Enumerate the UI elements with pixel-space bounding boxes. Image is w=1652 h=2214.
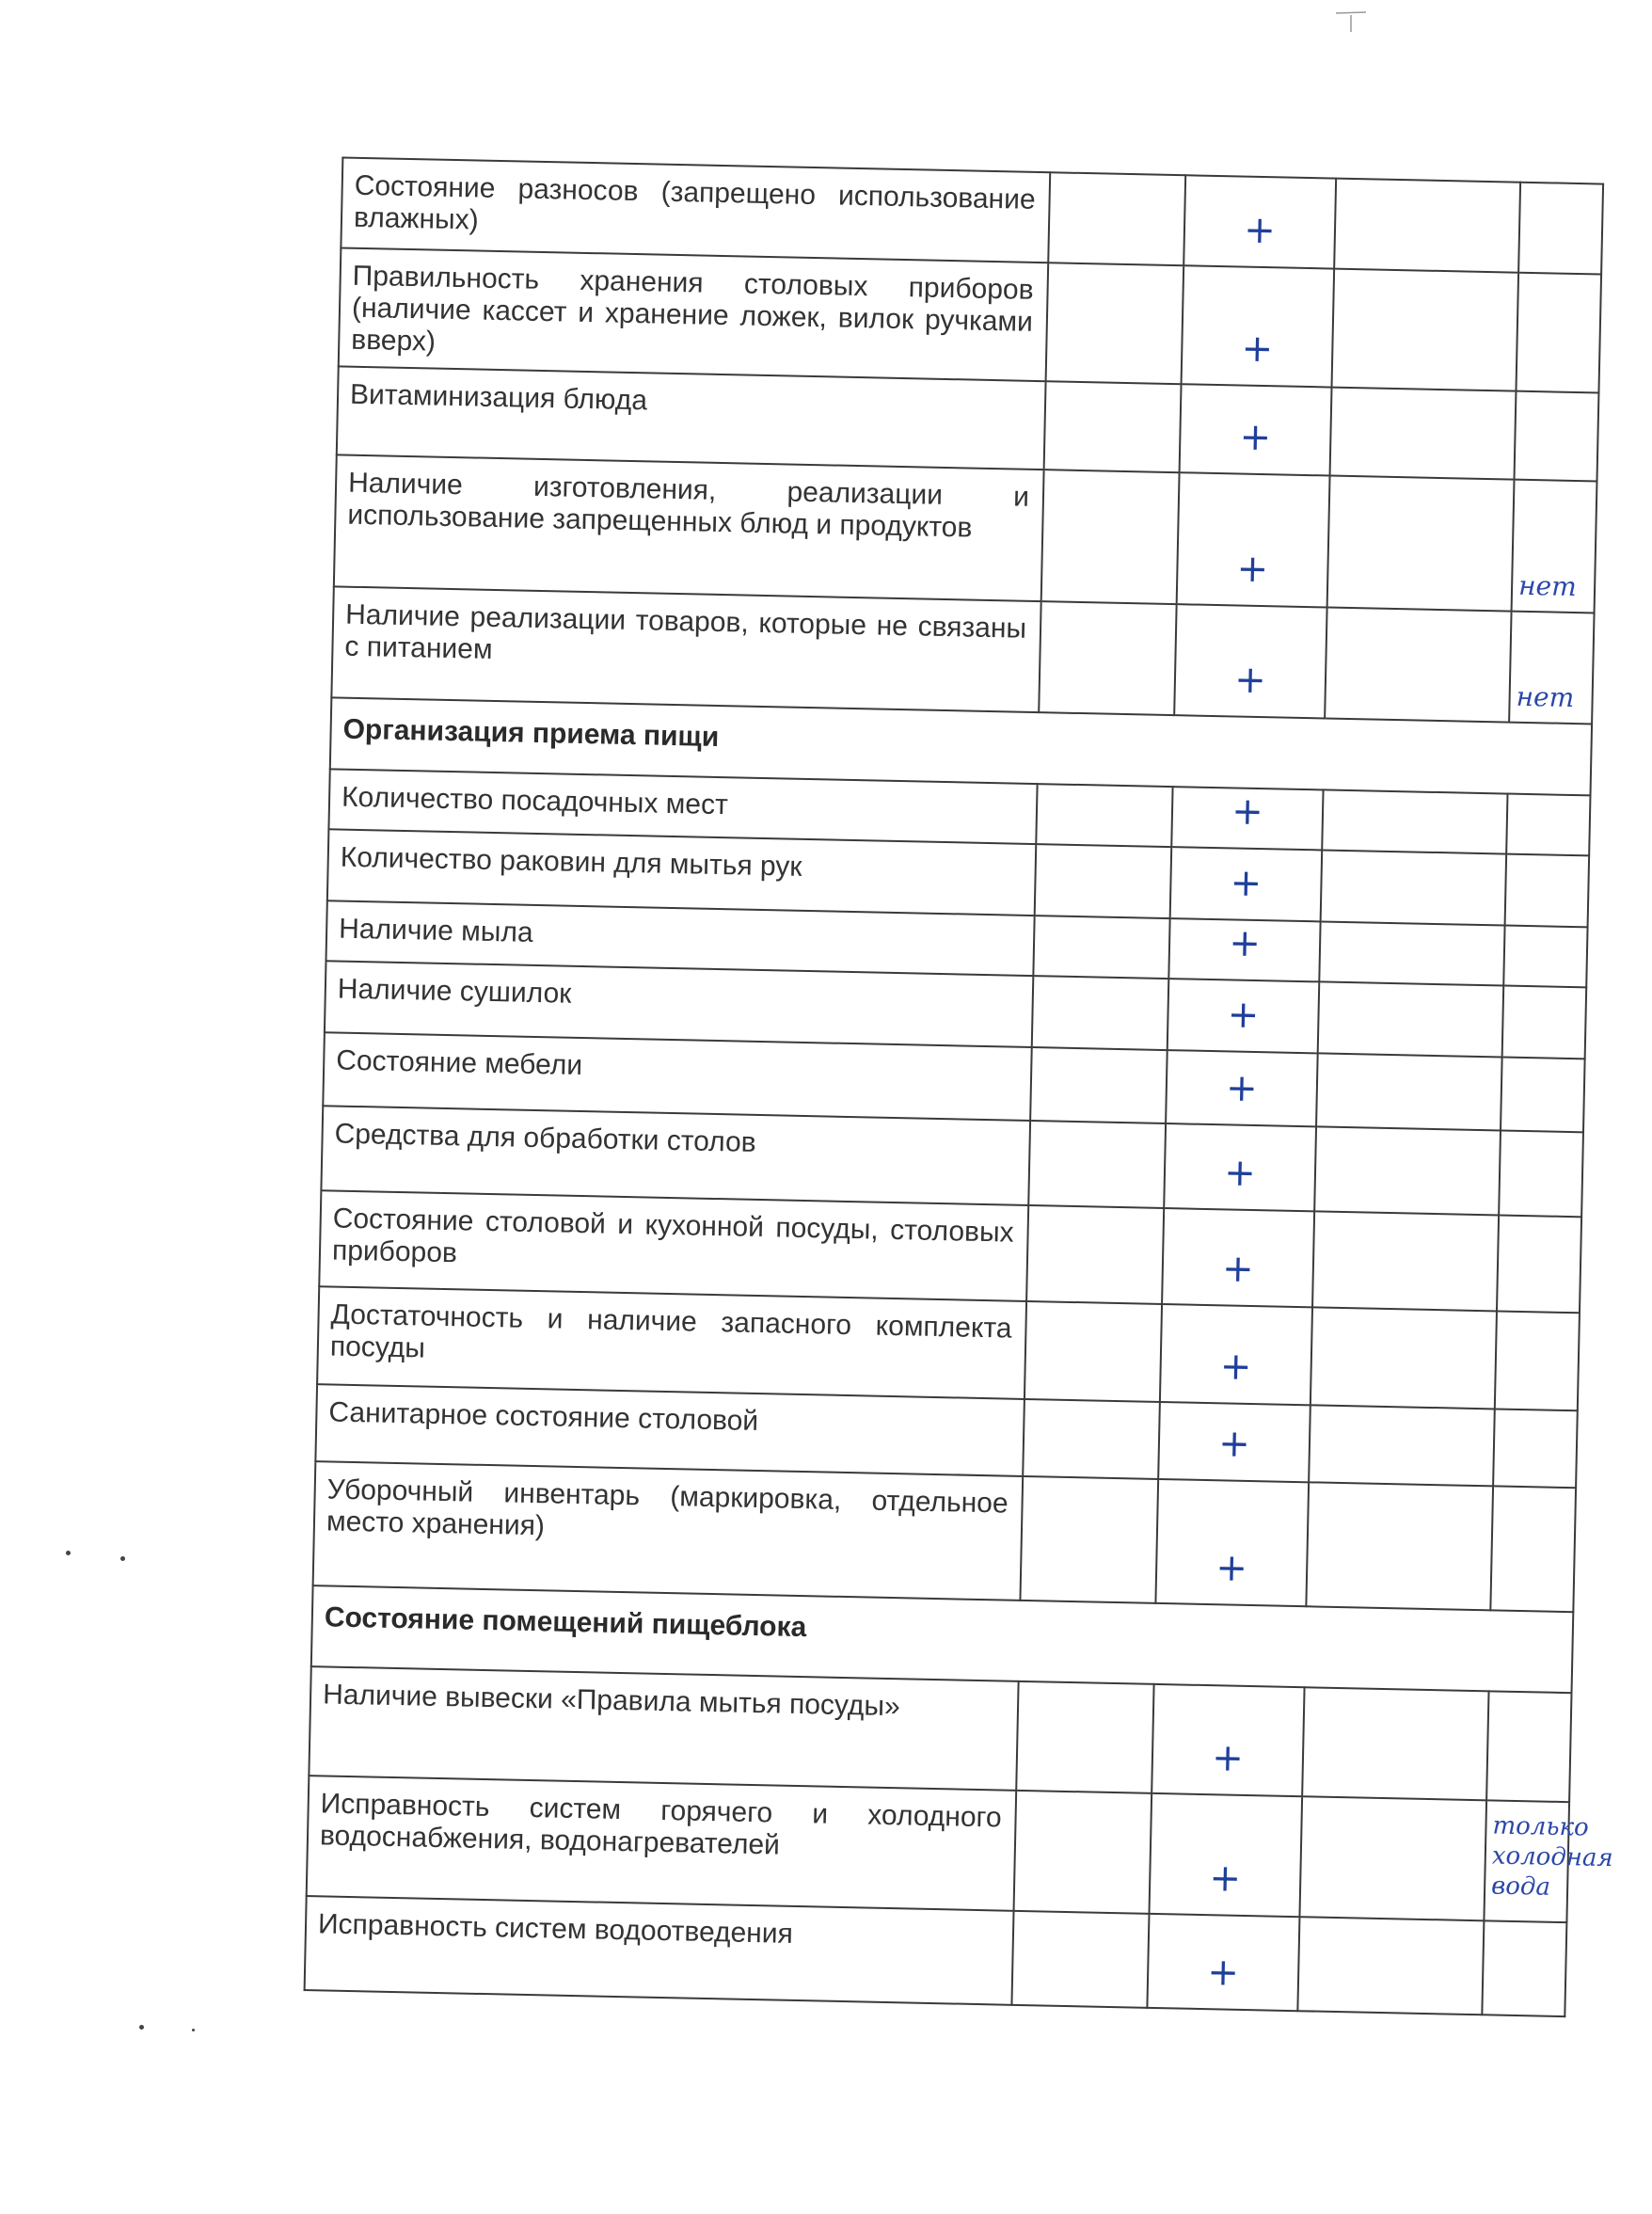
mark-cell <box>1162 1208 1314 1307</box>
empty-cell <box>1322 789 1507 853</box>
mark-cell <box>1168 979 1320 1053</box>
empty-cell <box>1020 1476 1158 1603</box>
mark-cell <box>1180 384 1332 475</box>
empty-cell <box>1297 1917 1484 2015</box>
check-mark: + <box>1221 1247 1255 1292</box>
handwritten-note: только холодная вода <box>1490 1811 1614 1902</box>
criterion-cell: Наличие изготовления, реализации и использование запрещенных блюд и продуктов <box>334 454 1044 601</box>
note-cell <box>1505 854 1590 928</box>
note-cell <box>1497 1215 1581 1313</box>
criterion-cell: Количество посадочных мест <box>328 769 1037 844</box>
check-mark: + <box>1225 1066 1259 1111</box>
mark-cell <box>1158 1402 1310 1482</box>
mark-cell <box>1174 604 1326 718</box>
mark-cell <box>1164 1123 1316 1211</box>
check-mark: + <box>1209 1856 1242 1901</box>
check-mark: + <box>1206 1951 1240 1995</box>
mark-cell <box>1182 265 1335 387</box>
mark-cell <box>1171 787 1323 850</box>
empty-cell <box>1025 1301 1162 1402</box>
check-mark: + <box>1230 861 1263 906</box>
note-cell <box>1486 1691 1571 1802</box>
mark-cell <box>1177 472 1330 607</box>
check-mark: + <box>1239 415 1272 460</box>
criterion-cell: Наличие мыла <box>326 900 1035 976</box>
note-cell <box>1501 1058 1585 1133</box>
criterion-cell: Правильность хранения столовых приборов (наличие кассет и хранение ложек, вилок ручками вверх) <box>339 247 1048 381</box>
empty-cell <box>1032 976 1169 1050</box>
empty-cell <box>1321 850 1507 925</box>
empty-cell <box>1312 1211 1499 1311</box>
mark-cell <box>1170 847 1323 921</box>
criterion-cell: Состояние мебели <box>323 1032 1031 1121</box>
inspection-checklist-table <box>304 156 1614 2017</box>
check-mark: + <box>1219 1345 1252 1389</box>
empty-cell <box>1316 1053 1502 1130</box>
note-cell <box>1493 1409 1578 1488</box>
check-mark: + <box>1215 1546 1248 1590</box>
handwritten-note: нет <box>1516 680 1575 714</box>
criterion-cell: Исправность систем горячего и холодного водоснабжения, водонагревателей <box>307 1776 1017 1911</box>
criterion-cell: Достаточность и наличие запасного комплекта посуды <box>317 1286 1026 1399</box>
mark-cell <box>1166 1050 1318 1126</box>
note-cell <box>1503 926 1587 988</box>
check-mark: + <box>1211 1736 1245 1780</box>
empty-cell <box>1314 1126 1501 1215</box>
empty-cell <box>1041 470 1180 604</box>
empty-cell <box>1318 981 1504 1057</box>
empty-cell <box>1334 179 1520 273</box>
note-cell <box>1502 986 1587 1059</box>
empty-cell <box>1310 1307 1497 1409</box>
check-mark: + <box>1231 789 1264 835</box>
handwritten-note: нет <box>1517 569 1578 603</box>
criterion-cell: Наличие реализации товаров, которые не связаны с питанием <box>331 586 1040 712</box>
check-mark: + <box>1228 921 1262 966</box>
empty-cell <box>1033 916 1169 979</box>
mark-cell <box>1160 1304 1312 1405</box>
criterion-cell: Санитарное состояние столовой <box>315 1384 1025 1476</box>
mark-cell <box>1183 175 1336 268</box>
empty-cell <box>1039 601 1176 715</box>
section-title: Состояние помещений пищеблока <box>311 1585 1574 1693</box>
empty-cell <box>1299 1796 1486 1920</box>
criterion-cell: Состояние разносов (запрещено использование влажных) <box>341 157 1050 263</box>
empty-cell <box>1046 263 1184 384</box>
note-cell <box>1512 480 1597 613</box>
criterion-cell: Наличие сушилок <box>325 961 1033 1047</box>
criterion-cell: Средства для обработки столов <box>321 1106 1030 1205</box>
empty-cell <box>1044 381 1182 472</box>
check-mark: + <box>1233 658 1267 703</box>
empty-cell <box>1016 1681 1153 1793</box>
check-mark: + <box>1236 547 1269 592</box>
empty-cell <box>1014 1791 1152 1914</box>
table-row <box>334 454 1597 613</box>
empty-cell <box>1325 607 1511 722</box>
empty-cell <box>1036 784 1172 847</box>
note-cell <box>1482 1920 1566 2016</box>
empty-cell <box>1028 1121 1166 1208</box>
empty-cell <box>1035 844 1172 918</box>
criterion-cell: Состояние столовой и кухонной посуды, столовых приборов <box>319 1190 1028 1301</box>
note-cell <box>1490 1486 1576 1612</box>
empty-cell <box>1332 269 1519 391</box>
note-cell <box>1499 1130 1583 1217</box>
note-cell <box>1509 612 1594 725</box>
criterion-cell: Исправность систем водоотведения <box>305 1896 1014 2005</box>
note-cell <box>1495 1311 1580 1410</box>
note-cell <box>1506 794 1590 856</box>
empty-cell <box>1327 476 1515 612</box>
note-cell <box>1514 391 1598 482</box>
note-cell <box>1484 1800 1614 1922</box>
empty-cell <box>1330 388 1517 480</box>
empty-cell <box>1048 172 1185 265</box>
check-mark: + <box>1223 1151 1257 1196</box>
mark-cell <box>1149 1793 1302 1917</box>
empty-cell <box>1306 1482 1493 1610</box>
check-mark: + <box>1227 993 1260 1038</box>
empty-cell <box>1302 1687 1488 1800</box>
mark-cell <box>1147 1914 1299 2011</box>
criterion-cell: Количество раковин для мытья рук <box>327 829 1036 916</box>
section-title: Организация приема пищи <box>330 697 1592 795</box>
criterion-cell: Витаминизация блюда <box>337 366 1046 470</box>
empty-cell <box>1026 1205 1164 1304</box>
empty-cell <box>1023 1399 1160 1479</box>
empty-cell <box>1030 1047 1168 1123</box>
criterion-cell: Наличие вывески «Правила мытья посуды» <box>309 1666 1018 1791</box>
check-mark: + <box>1241 327 1274 372</box>
check-mark: + <box>1217 1422 1251 1466</box>
check-mark: + <box>1243 208 1277 253</box>
note-cell <box>1516 273 1601 393</box>
mark-cell <box>1155 1479 1309 1606</box>
mark-cell <box>1152 1684 1304 1796</box>
empty-cell <box>1319 921 1504 985</box>
empty-cell <box>1309 1405 1495 1486</box>
empty-cell <box>1011 1911 1149 2008</box>
criterion-cell: Уборочный инвентарь (маркировка, отдельное место хранения) <box>313 1461 1024 1601</box>
note-cell <box>1518 183 1603 275</box>
mark-cell <box>1168 918 1320 981</box>
